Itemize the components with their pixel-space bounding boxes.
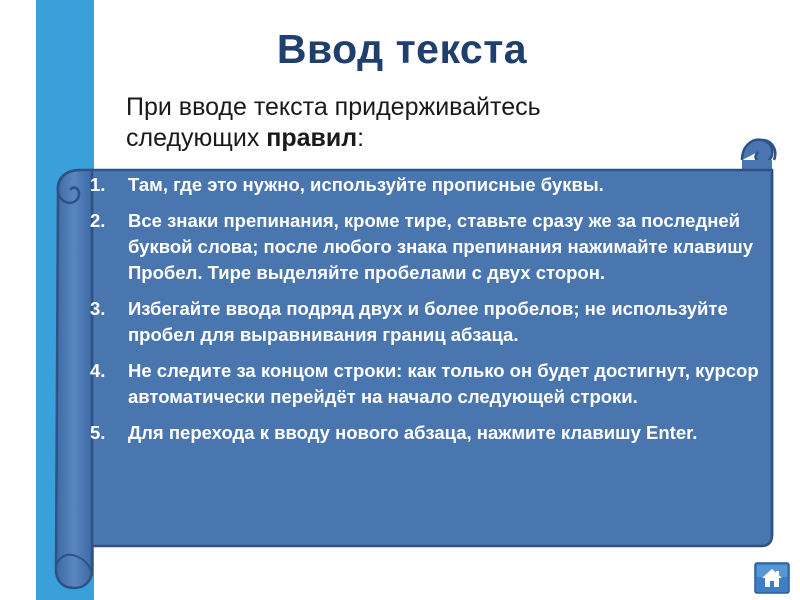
list-item bbox=[90, 208, 760, 286]
list-item bbox=[90, 172, 760, 198]
list-item-number: 2. bbox=[90, 210, 106, 231]
home-icon bbox=[754, 562, 790, 594]
list-item-text: Не следите за концом строки: как только он будет достигнут, курсор автоматически перейдёт на начало следующей строки. bbox=[128, 360, 759, 407]
list-item-number: 3. bbox=[90, 298, 106, 319]
list-item-text: Все знаки препинания, кроме тире, ставьте сразу же за последней буквой слова; после любого знака препинания нажимайте клавишу Пробел. Тире выделяйте пробелами с двух сторон. bbox=[128, 210, 754, 283]
list-item-text: Избегайте ввода подряд двух и более пробелов; не используйте пробел для выравнивания границ абзаца. bbox=[128, 298, 728, 345]
rules-list bbox=[90, 172, 760, 456]
list-item-text: Для перехода к вводу нового абзаца, нажмите клавишу Enter. bbox=[128, 422, 698, 443]
home-button[interactable] bbox=[754, 562, 790, 594]
list-item-number: 5. bbox=[90, 422, 106, 443]
page-title-text: Ввод текста bbox=[276, 26, 528, 72]
list-item-number: 4. bbox=[90, 360, 106, 381]
list-item bbox=[90, 296, 760, 348]
intro-line-1: При вводе текста придерживайтесь bbox=[126, 93, 541, 121]
list-item bbox=[90, 420, 760, 446]
intro-line-2-suffix: : bbox=[357, 124, 365, 152]
intro-line-2-bold: правил bbox=[266, 124, 358, 152]
list-item-number: 1. bbox=[90, 174, 106, 195]
intro-line-2-prefix: следующих bbox=[126, 124, 267, 152]
list-item bbox=[90, 358, 760, 410]
list-item-text: Там, где это нужно, используйте прописные буквы. bbox=[128, 174, 604, 195]
